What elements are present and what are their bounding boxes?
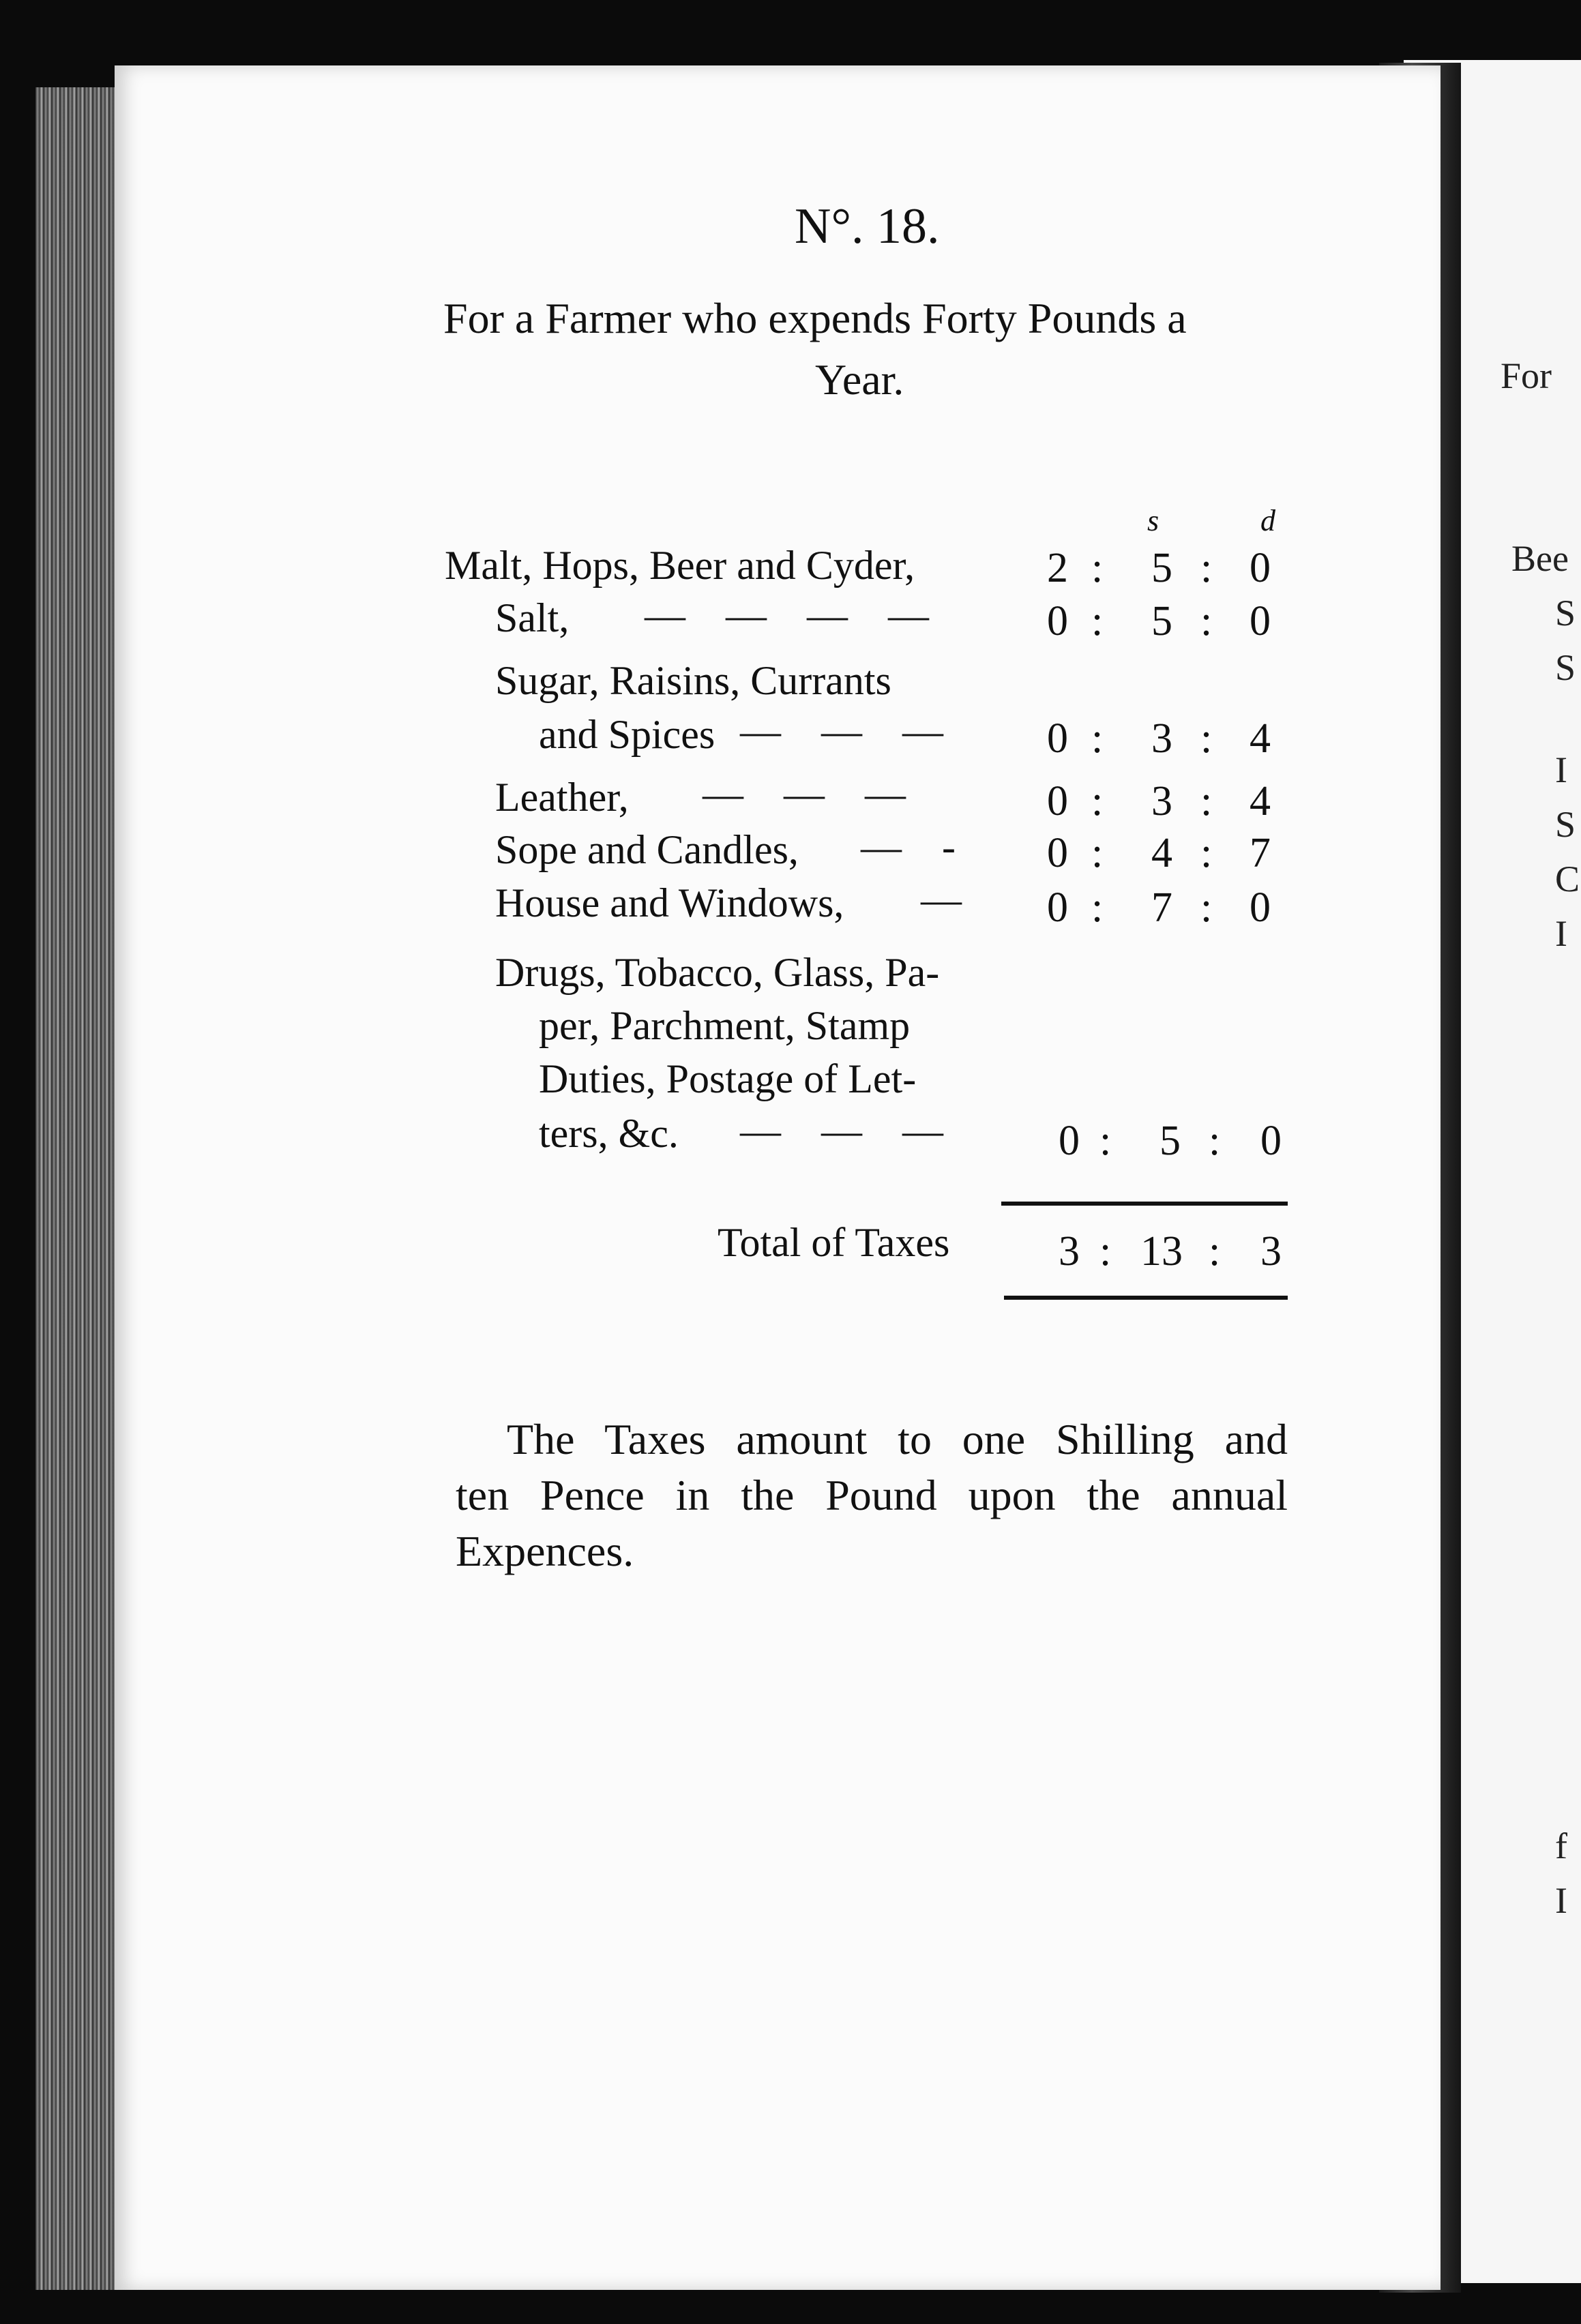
leader-dashes: — — — [740, 1108, 958, 1153]
pounds-value: 0 [1059, 1118, 1080, 1164]
shillings-value: 3 [1151, 778, 1172, 824]
total-pounds-value: 3 [1059, 1228, 1080, 1275]
next-page-fragment: S [1555, 804, 1576, 845]
total-pence-value: 3 [1260, 1228, 1282, 1275]
next-page-fragment: f [1555, 1826, 1567, 1866]
next-page-fragment: I [1555, 1880, 1567, 1921]
separator: : [1200, 778, 1213, 824]
next-page-fragment: For [1501, 355, 1552, 396]
separator: : [1099, 1228, 1112, 1275]
separator: : [1099, 1118, 1112, 1164]
separator: : [1209, 1118, 1221, 1164]
total-rule-bottom [1004, 1296, 1288, 1300]
pence-value: 0 [1250, 545, 1271, 591]
separator: : [1091, 830, 1104, 876]
pence-value: 4 [1250, 715, 1271, 762]
shillings-value: 3 [1151, 715, 1172, 762]
separator: : [1200, 598, 1213, 644]
separator: : [1091, 598, 1104, 644]
pounds-value: 0 [1047, 598, 1068, 644]
pence-value: 0 [1260, 1118, 1282, 1164]
total-label: Total of Taxes [718, 1220, 950, 1265]
separator: : [1091, 884, 1104, 931]
paragraph-line: The Taxes amount to one Shilling and [507, 1415, 1288, 1463]
book-page [115, 65, 1440, 2290]
next-page-fragment: C [1555, 859, 1580, 899]
next-page-fragment: Bee [1511, 538, 1569, 579]
pence-value: 7 [1250, 830, 1271, 876]
tax-item-label: and Spices [539, 712, 715, 757]
shillings-value: 5 [1151, 598, 1172, 644]
tax-item-label: Drugs, Tobacco, Glass, Pa- [495, 950, 940, 995]
page-heading-line1: For a Farmer who expends Forty Pounds a [443, 294, 1187, 342]
total-shillings-value: 13 [1140, 1228, 1183, 1275]
page-number-title: N°. 18. [795, 198, 940, 254]
tax-item-label: Duties, Postage of Let- [539, 1056, 917, 1101]
leader-dashes: — — — [703, 771, 921, 816]
paragraph-line: ten Pence in the Pound upon the annual [456, 1471, 1288, 1519]
tax-item-label: per, Parchment, Stamp [539, 1003, 911, 1048]
leader-dashes: — [921, 877, 977, 922]
tax-item-label: House and Windows, [495, 880, 844, 925]
next-page-fragment: S [1555, 647, 1576, 688]
pounds-value: 0 [1047, 830, 1068, 876]
tax-item-label: Salt, [495, 595, 570, 640]
pounds-value: 0 [1047, 715, 1068, 762]
shillings-value: 5 [1159, 1118, 1181, 1164]
shillings-value: 5 [1151, 545, 1172, 591]
tax-item-label: Sugar, Raisins, Currants [495, 658, 891, 703]
shillings-value: 7 [1151, 884, 1172, 931]
paragraph-line: Expences. [456, 1527, 634, 1575]
separator: : [1200, 884, 1213, 931]
separator: : [1091, 778, 1104, 824]
leader-dashes: — - [861, 824, 971, 869]
tax-item-label: Leather, [495, 775, 629, 820]
total-rule-top [1001, 1202, 1288, 1206]
page-heading-line2: Year. [815, 355, 904, 404]
shillings-value: 4 [1151, 830, 1172, 876]
separator: : [1200, 830, 1213, 876]
separator: : [1200, 715, 1213, 762]
leader-dashes: — — — [740, 709, 958, 754]
separator: : [1091, 715, 1104, 762]
shillings-column-header: s [1147, 504, 1159, 537]
next-page-fragment: S [1555, 593, 1576, 634]
pence-value: 4 [1250, 778, 1271, 824]
separator: : [1209, 1228, 1221, 1275]
pounds-value: 0 [1047, 884, 1068, 931]
next-page-fragment: I [1555, 913, 1567, 954]
next-page-fragment: I [1555, 749, 1567, 790]
separator: : [1091, 545, 1104, 591]
pounds-value: 2 [1047, 545, 1068, 591]
pence-value: 0 [1250, 598, 1271, 644]
tax-item-label: ters, &c. [539, 1111, 679, 1156]
tax-item-label: Malt, Hops, Beer and Cyder, [445, 543, 915, 588]
pounds-value: 0 [1047, 778, 1068, 824]
pence-column-header: d [1260, 504, 1275, 537]
pence-value: 0 [1250, 884, 1271, 931]
summary-paragraph [456, 1412, 1288, 1579]
leader-dashes: — — — — [645, 593, 944, 638]
separator: : [1200, 545, 1213, 591]
tax-item-label: Sope and Candles, [495, 827, 799, 872]
